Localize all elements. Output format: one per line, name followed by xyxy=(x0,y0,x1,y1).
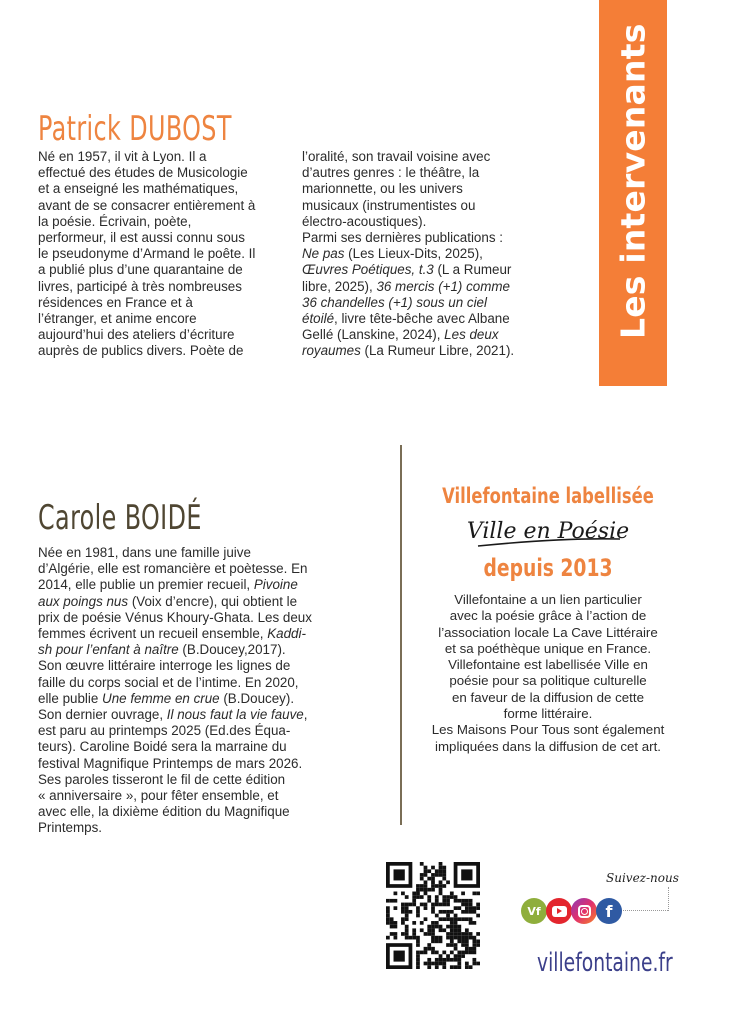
bio-line: Printemps. xyxy=(38,820,102,836)
ville-poesie-subtitle: depuis 2013 xyxy=(483,554,613,582)
column-divider xyxy=(400,445,402,825)
bio-text: (B.Doucey). xyxy=(219,690,295,706)
instagram-icon[interactable] xyxy=(571,898,597,924)
text-line: Villefontaine est labellisée Ville en xyxy=(448,657,648,673)
bio-line xyxy=(302,262,542,278)
bio-text: Son dernier ouvrage, xyxy=(38,707,167,723)
book-title: sh pour l’enfant à naître xyxy=(38,642,179,658)
bio-line: est paru au printemps 2025 (Ed.des Équa- xyxy=(38,723,291,739)
bio-text: libre, 2025), xyxy=(302,278,377,294)
bio-line: aujourd’hui des ateliers d’écriture xyxy=(38,327,235,343)
facebook-glyph: f xyxy=(605,901,613,921)
bio-line: avec elle, la dixième édition du Magnifique xyxy=(38,804,290,820)
text-line: l’association locale La Cave Littéraire xyxy=(438,624,658,640)
bio-line xyxy=(302,311,542,327)
text-line: Villefontaine a un lien particulier xyxy=(454,592,642,607)
text-line: poésie pour sa politique culturelle xyxy=(449,673,647,689)
book-title: Une femme en crue xyxy=(102,690,220,706)
book-title: Ne pas xyxy=(302,246,345,262)
bio-line xyxy=(302,246,542,262)
dotted-connector xyxy=(668,887,669,911)
bio-text: (La Rumeur Libre, 2021). xyxy=(360,343,515,359)
bio-text: femmes écrivent un recueil ensemble, xyxy=(38,626,268,642)
website-link[interactable]: villefontaine.fr xyxy=(537,948,673,978)
book-title: Œuvres Poétiques, t.3 xyxy=(302,262,434,278)
bio-line: livres, participé à très nombreuses xyxy=(38,278,242,294)
patrick-bio-col1 xyxy=(38,149,288,360)
bio-line xyxy=(38,691,378,707)
bio-line xyxy=(302,295,542,311)
section-title: Les intervenants xyxy=(613,23,653,339)
speaker-carole xyxy=(38,499,248,537)
bio-line: effectué des études de Musicologie xyxy=(38,165,248,181)
patrick-bio-col2 xyxy=(302,149,542,360)
bio-line: marionnette, ou les univers xyxy=(302,181,463,197)
bio-line: festival Magnifique Printemps de mars 2026. xyxy=(38,755,303,771)
bio-line: performeur, il est aussi connu sous xyxy=(38,230,245,246)
bio-line: auprès de publics divers. Poète de xyxy=(38,343,244,359)
speaker-name: Carole BOIDÉ xyxy=(38,498,202,538)
bio-line: électro-acoustiques). xyxy=(302,213,427,229)
bio-text: , livre tête-bêche avec Albane xyxy=(334,311,510,327)
ville-poesie-text xyxy=(408,592,688,755)
bio-line: d’autres genres : le théâtre, la xyxy=(302,165,480,181)
bio-line xyxy=(38,626,378,642)
bio-text: (B.Doucey,2017). xyxy=(178,642,286,658)
bio-text: (L a Rumeur xyxy=(433,262,512,278)
speaker-patrick xyxy=(38,110,286,148)
book-title: royaumes xyxy=(302,343,361,359)
bio-line xyxy=(38,577,378,593)
youtube-glyph xyxy=(552,906,567,917)
text-line: Les Maisons Pour Tous sont également xyxy=(431,722,665,738)
bio-text: (Les Lieux-Dits, 2025), xyxy=(344,246,483,262)
text-line: impliquées dans la diffusion de cet art. xyxy=(435,738,661,754)
bio-line: Né en 1957, il vit à Lyon. Il a xyxy=(38,149,207,164)
book-title: 36 chandelles (+1) sous un ciel xyxy=(302,294,487,310)
bio-line: la poésie. Écrivain, poète, xyxy=(38,213,192,229)
ville-poesie-title: Villefontaine labellisée xyxy=(442,484,654,508)
bio-line: avant de se consacrer entièrement à xyxy=(38,197,256,213)
bio-line xyxy=(38,594,378,610)
book-title: Kaddi- xyxy=(267,626,306,642)
ville-en-poesie-logo-icon xyxy=(408,508,688,554)
vf-icon[interactable] xyxy=(521,898,547,924)
social-icons xyxy=(521,898,621,924)
bio-line: le pseudonyme d’Armand le poête. Il xyxy=(38,246,256,262)
text-line: avec la poésie grâce à l’action de xyxy=(449,608,647,624)
bio-line: et a enseigné les mathématiques, xyxy=(38,181,239,197)
book-title: Les deux xyxy=(444,327,499,343)
logo-text: Ville en Poésie xyxy=(466,519,630,544)
bio-line: musicaux (instrumentistes ou xyxy=(302,197,476,213)
book-title: 36 mercis (+1) comme xyxy=(376,278,511,294)
book-title: étoilé xyxy=(302,311,335,327)
ville-poesie-block xyxy=(408,484,688,755)
bio-line: l’étranger, et anime encore xyxy=(38,311,197,327)
bio-line: résidences en France et à xyxy=(38,294,193,310)
ville-en-poesie-logo xyxy=(408,508,688,554)
bio-text: 2014, elle publie un premier recueil, xyxy=(38,577,254,593)
bio-line xyxy=(38,642,378,658)
bio-text: Gellé (Lanskine, 2024), xyxy=(302,327,445,343)
youtube-icon[interactable] xyxy=(546,898,572,924)
facebook-icon[interactable] xyxy=(596,898,622,924)
speaker-name: Patrick DUBOST xyxy=(38,109,232,149)
bio-line: Son œuvre littéraire interroge les lignes de xyxy=(38,658,291,674)
bio-line xyxy=(302,327,542,343)
bio-line: d’Algérie, elle est romancière et poètesse. En xyxy=(38,561,308,577)
bio-text: elle publie xyxy=(38,690,103,706)
book-title: Pivoine xyxy=(253,577,298,593)
bio-line: « anniversaire », pour fêter ensemble, et xyxy=(38,788,279,804)
bio-line xyxy=(38,707,378,723)
text-line: en faveur de la diffusion de cette xyxy=(452,689,644,705)
bio-line: Ses paroles tisseront le fil de cette édition xyxy=(38,771,286,787)
bio-line: a publié plus d’une quarantaine de xyxy=(38,262,243,278)
bio-line: faille du corps social et de l’intime. En 2020, xyxy=(38,674,299,690)
text-line: forme littéraire. xyxy=(503,706,593,722)
text-line: et sa poéthèque unique en France. xyxy=(444,640,652,656)
bio-line: Parmi ses dernières publications : xyxy=(302,230,503,246)
carole-bio xyxy=(38,545,378,837)
qr-code[interactable] xyxy=(386,862,480,969)
bio-line: Née en 1981, dans une famille juive xyxy=(38,545,251,560)
bio-line: prix de poésie Vénus Khoury-Ghata. Les deux xyxy=(38,609,312,625)
vf-glyph: Vf xyxy=(527,904,541,918)
book-title: Il nous faut la vie fauve xyxy=(166,707,304,723)
bio-text: , xyxy=(303,707,308,723)
instagram-glyph xyxy=(578,905,591,918)
follow-us-label: Suivez-nous xyxy=(606,871,679,885)
bio-line: teurs). Caroline Boidé sera la marraine du xyxy=(38,739,287,755)
bio-line xyxy=(302,279,542,295)
bio-line xyxy=(302,343,542,359)
section-band xyxy=(599,0,667,386)
bio-line: l’oralité, son travail voisine avec xyxy=(302,149,491,164)
book-title: aux poings nus xyxy=(38,593,129,609)
bio-text: (Voix d’encre), qui obtient le xyxy=(128,593,298,609)
